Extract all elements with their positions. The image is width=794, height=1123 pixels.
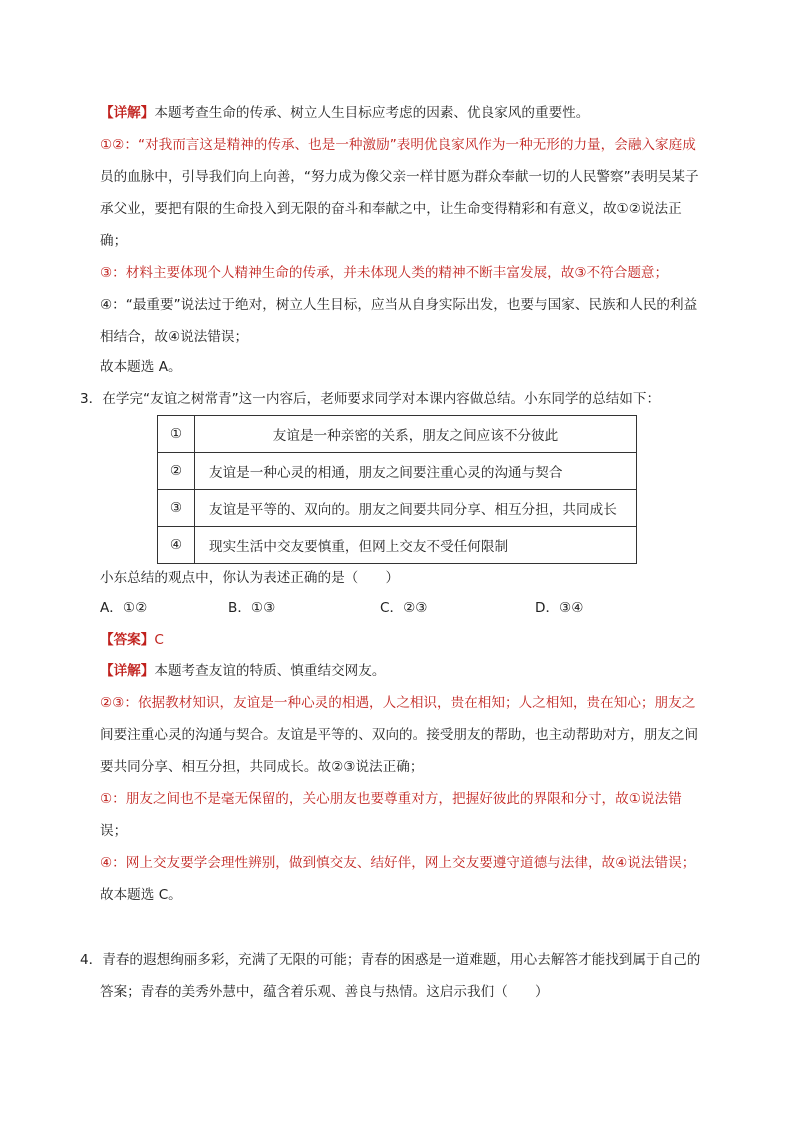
table-row xyxy=(158,490,637,527)
q3-para1-line3: 要共同分享、相互分担，共同成长。故②③说法正确； xyxy=(100,759,424,775)
detail-label: 【详解】 xyxy=(100,663,155,679)
answer-label: 【答案】 xyxy=(100,632,155,648)
option-b: B．①③ xyxy=(228,600,276,616)
row-number: ③ xyxy=(158,490,195,527)
q3-answer-line xyxy=(100,630,164,650)
detail-intro: 本题考查友谊的特质、慎重结交网友。 xyxy=(154,663,386,679)
q2-para1-line3: 承父业，要把有限的生命投入到无限的奋斗和奉献之中，让生命变得精彩和有意义，故①②说法正 xyxy=(100,201,682,217)
q4-stem-line2: 答案；青春的美秀外慧中，蕴含着乐观、善良与热情。这启示我们（ ） xyxy=(100,984,549,1000)
q2-para2: ③：材料主要体现个人精神生命的传承，并未体现人类的精神不断丰富发展，故③不符合题意； xyxy=(100,265,669,281)
q3-stem: 3．在学完“友谊之树常青”这一内容后，老师要求同学对本课内容做总结。小东同学的总结如下： xyxy=(80,391,661,407)
row-text: 友谊是一种心灵的相通，朋友之间要注重心灵的沟通与契合 xyxy=(195,453,637,490)
q3-question: 小东总结的观点中，你认为表述正确的是（ ） xyxy=(100,570,400,586)
q2-para3-line2: 相结合，故④说法错误； xyxy=(100,329,249,345)
q2-para3-line1: ④：“最重要”说法过于绝对，树立人生目标，应当从自身实际出发，也要与国家、民族和人民的利益 xyxy=(100,297,698,313)
table-row xyxy=(158,453,637,490)
q3-para3: ④：网上交友要学会理性辨别，做到慎交友、结好伴，网上交友要遵守道德与法律，故④说法错误； xyxy=(100,855,696,871)
table-row xyxy=(158,416,637,453)
row-number: ② xyxy=(158,453,195,490)
row-text: 现实生活中交友要慎重，但网上交友不受任何限制 xyxy=(195,527,637,564)
row-number: ① xyxy=(158,416,195,453)
row-number: ④ xyxy=(158,527,195,564)
option-a: A．①② xyxy=(100,600,148,616)
q3-conclusion: 故本题选 C。 xyxy=(100,887,182,903)
q3-para1-line1: ②③：依据教材知识，友谊是一种心灵的相遇，人之相识，贵在相知；人之相知，贵在知心；朋友之 xyxy=(100,695,696,711)
q2-detail-line xyxy=(100,103,589,123)
q3-para2-line2: 误； xyxy=(100,823,128,839)
detail-intro: 本题考查生命的传承、树立人生目标应考虑的因素、优良家风的重要性。 xyxy=(154,105,590,121)
q3-para1-line2: 间要注重心灵的沟通与契合。友谊是平等的、双向的。接受朋友的帮助，也主动帮助对方，朋友之间 xyxy=(100,727,699,743)
detail-label: 【详解】 xyxy=(100,105,155,121)
row-text: 友谊是一种亲密的关系，朋友之间应该不分彼此 xyxy=(195,416,637,453)
q2-para1-line1: ①②：“对我而言这是精神的传承、也是一种激励”表明优良家风作为一种无形的力量，会融入家庭成 xyxy=(100,137,696,153)
row-text: 友谊是平等的、双向的。朋友之间要共同分享、相互分担，共同成长 xyxy=(195,490,637,527)
summary-table xyxy=(157,415,637,564)
table-row xyxy=(158,527,637,564)
q2-para1-line2: 员的血脉中，引导我们向上向善，“努力成为像父亲一样甘愿为群众奉献一切的人民警察”表明吴某子 xyxy=(100,169,699,185)
q2-conclusion: 故本题选 A。 xyxy=(100,359,182,375)
q2-para1-line4: 确； xyxy=(100,233,128,249)
q4-stem-line1: 4．青春的遐想绚丽多彩，充满了无限的可能；青春的困惑是一道难题，用心去解答才能找到属于自己的 xyxy=(80,952,701,968)
q3-para2-line1: ①：朋友之间也不是毫无保留的，关心朋友也要尊重对方，把握好彼此的界限和分寸，故①说法错 xyxy=(100,791,682,807)
option-d: D．③④ xyxy=(535,600,584,616)
answer-value: C xyxy=(154,632,164,648)
option-c: C．②③ xyxy=(380,600,428,616)
q3-detail-line xyxy=(100,661,385,681)
